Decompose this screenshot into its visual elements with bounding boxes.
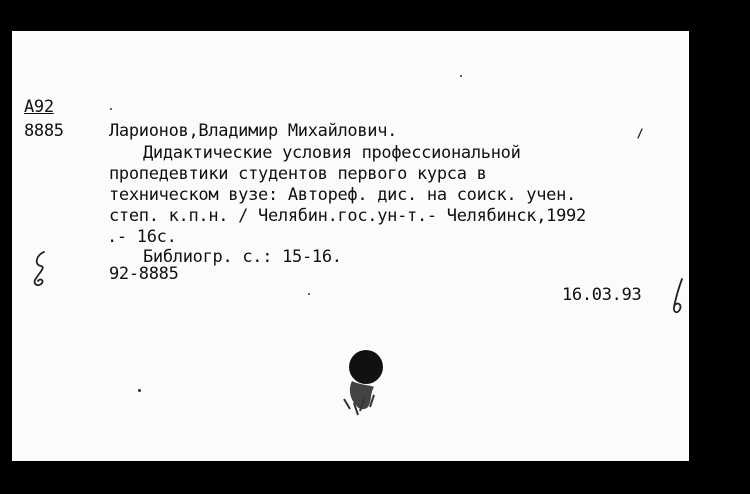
catalog-card [12, 31, 689, 461]
handwritten-mark-left [30, 249, 52, 289]
speck [308, 293, 310, 295]
speck [110, 108, 112, 110]
shelf-code: А92 [24, 97, 54, 117]
ink-blot [330, 349, 390, 417]
bibliography-note: Библиогр. с.: 15-16. [143, 247, 342, 267]
date-stamp: 16.03.93 [562, 285, 642, 305]
title-line-3: техническом вузе: Автореф. дис. на соиск. учен. [109, 185, 576, 205]
speck [138, 389, 141, 392]
title-line-2: пропедевтики студентов первого курса в [109, 164, 487, 184]
publication-line: степ. к.п.н. / Челябин.гос.ун-т.- Челябинск,1992 [109, 206, 586, 226]
title-line-1: Дидактические условия профессиональной [143, 143, 521, 163]
accession-number: 8885 [24, 121, 64, 141]
author-heading: Ларионов,Владимир Михайлович. [109, 121, 398, 141]
speck [460, 75, 462, 77]
handwritten-mark-right [670, 277, 688, 317]
card-number: 92-8885 [109, 264, 179, 284]
tick-mark [636, 128, 644, 140]
pagination-line: .- 16с. [107, 227, 177, 247]
